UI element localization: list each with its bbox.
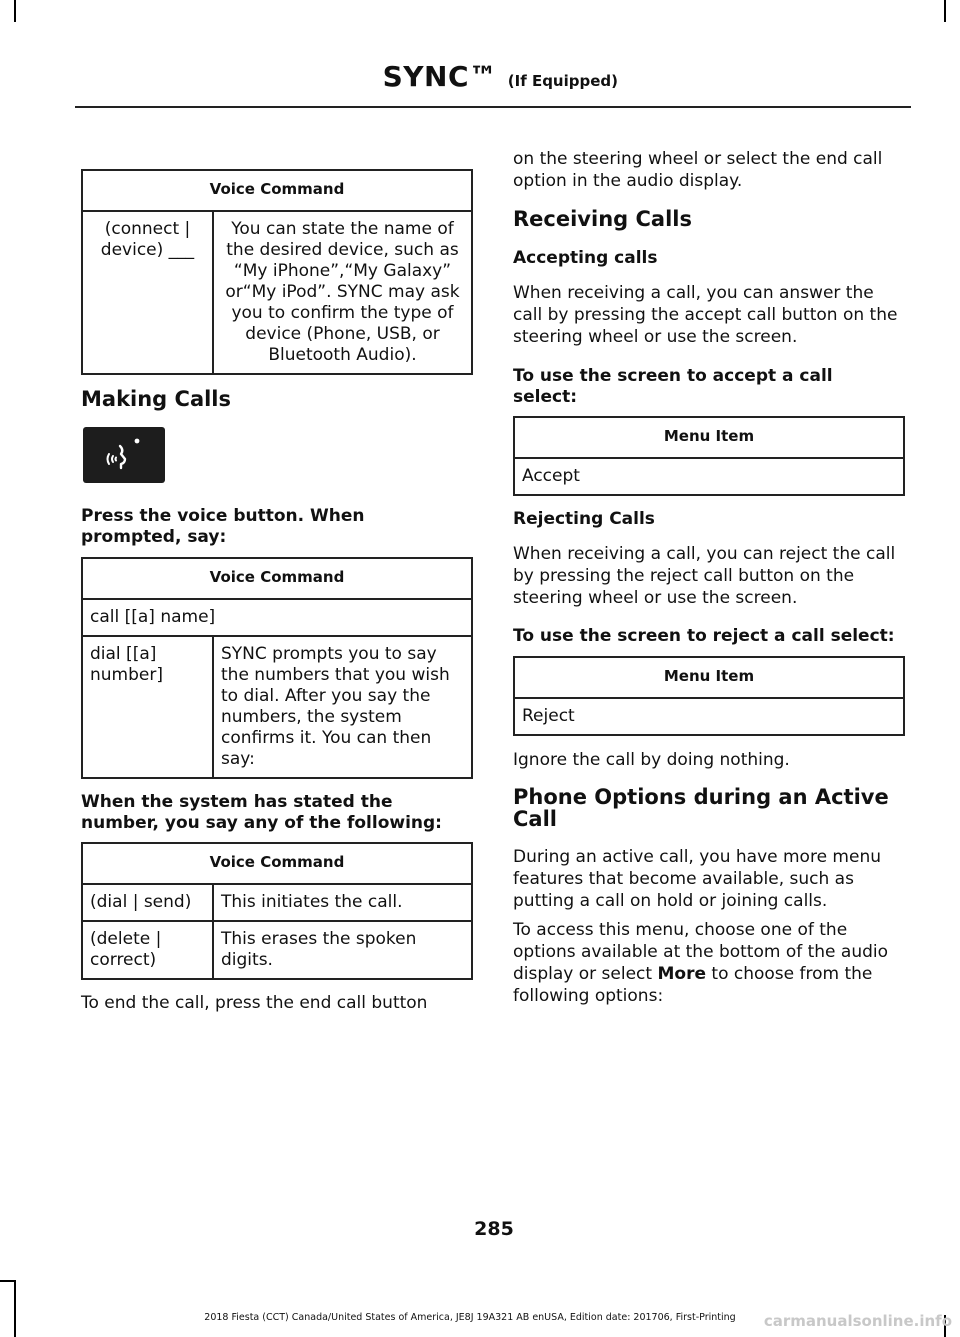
table-header: Voice Command (82, 170, 472, 211)
menu-item-cell: Reject (514, 698, 904, 735)
voice-command-icon (104, 437, 144, 473)
section-heading-receiving-calls: Receiving Calls (513, 207, 692, 231)
rejecting-text: When receiving a call, you can reject the call by pressing the reject call button on the steering wheel or use the screen. (513, 544, 896, 608)
command-cell: (connect | device) ___ (82, 211, 213, 374)
reject-table-block (513, 656, 905, 736)
end-call-text-continued: on the steering wheel or select the end call option in the audio display. (513, 149, 883, 191)
header-rule (75, 106, 911, 108)
table-header: Menu Item (514, 417, 904, 458)
footer-edition-info: 2018 Fiesta (CCT) Canada/United States of America, JE8J 19A321 AB enUSA, Edition date: 201706, First-Printing (204, 1312, 736, 1323)
table-header: Voice Command (82, 843, 472, 884)
crop-mark (944, 0, 946, 22)
crop-mark (14, 1280, 16, 1337)
menu-item-cell: Accept (514, 458, 904, 495)
more-label: More (657, 964, 706, 984)
end-call-text: To end the call, press the end call button (81, 993, 428, 1013)
accept-table-block (513, 416, 905, 496)
accepting-text: When receiving a call, you can answer the call by pressing the accept call button on the steering wheel or use the screen. (513, 283, 898, 347)
access-text-end: to choose from the following options: (513, 964, 873, 1006)
section-heading-making-calls: Making Calls (81, 387, 232, 411)
voice-command-table-connect (81, 169, 473, 375)
access-menu-text (513, 919, 908, 1007)
description-cell: This erases the spoken digits. (213, 921, 472, 979)
section-heading-phone-options: Phone Options during an Active Call (513, 785, 889, 831)
table-header: Voice Command (82, 558, 472, 599)
voice-command-table-send-block (81, 842, 473, 980)
table-header: Menu Item (514, 657, 904, 698)
header-subtitle: (If Equipped) (507, 72, 618, 90)
menu-item-table-accept (513, 416, 905, 496)
accept-instruction: To use the screen to accept a call select: (513, 366, 833, 407)
watermark: carmanualsonline.info (763, 1312, 952, 1330)
description-cell: This initiates the call. (213, 884, 472, 921)
voice-command-table-dial (81, 557, 473, 779)
access-text-start: To access this menu, choose one of the options available at the bottom of the audio display or select (513, 920, 889, 984)
subheading-accepting-calls: Accepting calls (513, 248, 658, 268)
command-cell: (delete | correct) (82, 921, 213, 979)
command-cell: dial [[a] number] (82, 636, 213, 778)
voice-command-icon (83, 427, 165, 483)
press-voice-instruction: Press the voice button. When prompted, say: (81, 506, 365, 547)
subheading-rejecting-calls: Rejecting Calls (513, 509, 655, 529)
left-column (81, 169, 473, 375)
menu-item-table-reject (513, 656, 905, 736)
phone-options-text: During an active call, you have more menu features that become available, such as putting a call on hold or joining calls. (513, 847, 881, 911)
command-cell: (dial | send) (82, 884, 213, 921)
page-number: 285 (474, 1218, 514, 1240)
description-cell: SYNC prompts you to say the numbers that you wish to dial. After you say the numbers, the system confirms it. You can then say: (213, 636, 472, 778)
voice-command-table-dial-block (81, 557, 473, 779)
stated-number-instruction: When the system has stated the number, you say any of the following: (81, 792, 442, 833)
reject-instruction: To use the screen to reject a call select: (513, 626, 895, 646)
page-header-title (383, 60, 618, 93)
description-cell: You can state the name of the desired device, such as “My iPhone”,“My Galaxy” or“My iPod”. SYNC may ask you to confirm the type of device (Phone, USB, or Bluetooth Audio). (213, 211, 472, 374)
header-title-text: SYNC™ (382, 60, 498, 93)
ignore-text: Ignore the call by doing nothing. (513, 750, 790, 770)
crop-mark (14, 0, 16, 22)
voice-command-table-send (81, 842, 473, 980)
crop-mark (0, 1280, 16, 1282)
command-cell: call [[a] name] (82, 599, 472, 636)
